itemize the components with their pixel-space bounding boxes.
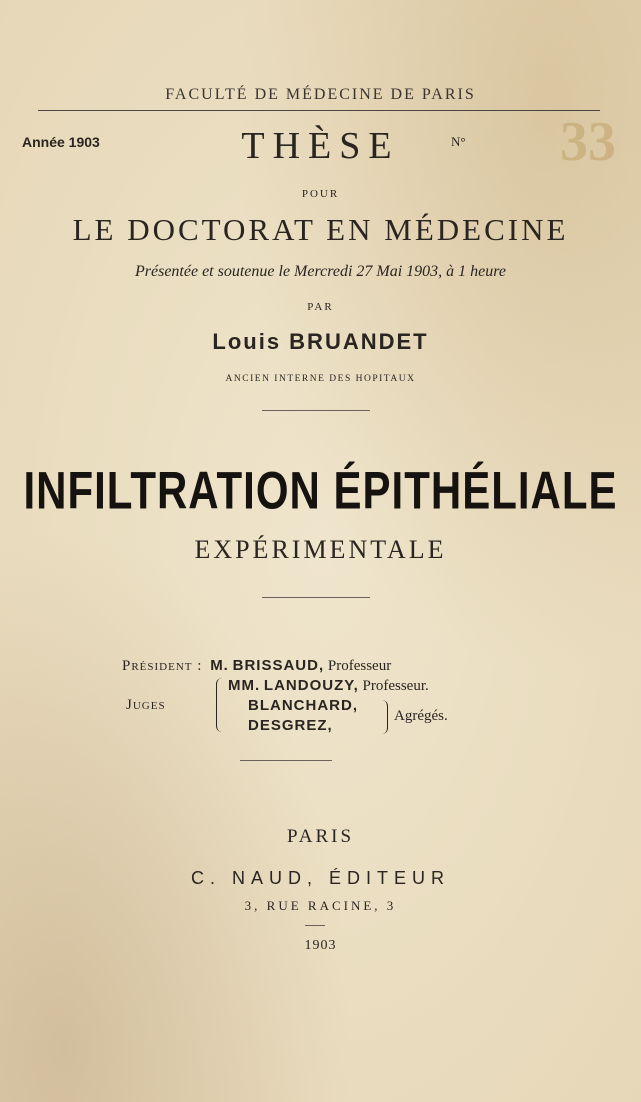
author-name: Louis BRUANDET — [212, 329, 429, 354]
jury-president-row — [122, 657, 391, 675]
par-label: PAR — [307, 301, 334, 313]
year-label: Année 1903 — [22, 134, 100, 150]
doctorat-heading: LE DOCTORAT EN MÉDECINE — [72, 212, 569, 247]
member-name: LANDOUZY, — [263, 677, 359, 694]
publisher-name: C. NAUD, ÉDITEUR — [190, 868, 450, 888]
defense-date: Présentée et soutenue le Mercredi 27 Mai 1903, à 1 heure — [135, 263, 506, 280]
jury-member-row — [228, 677, 429, 695]
members-prefix: MM. — [228, 677, 261, 694]
number-label: N° — [451, 134, 466, 149]
divider-ornament — [240, 760, 332, 761]
header-rule — [38, 110, 600, 111]
these-heading: THÈSE — [241, 125, 400, 167]
thesis-title: INFILTRATION ÉPITHÉLIALE — [23, 461, 618, 520]
member-role: Professeur. — [362, 678, 429, 694]
president-label: Président : — [122, 658, 203, 674]
imprint-year: 1903 — [304, 938, 337, 953]
faculty-heading: FACULTÉ DE MÉDECINE DE PARIS — [165, 86, 476, 103]
member-name: BLANCHARD, — [248, 697, 358, 714]
thesis-subtitle: EXPÉRIMENTALE — [194, 535, 447, 564]
president-prefix: M. — [210, 657, 229, 674]
member-name: DESGREZ, — [248, 717, 333, 734]
juges-label: Juges — [126, 697, 166, 713]
publisher-address: 3, RUE RACINE, 3 — [244, 898, 397, 913]
divider-ornament — [305, 925, 325, 926]
president-name: BRISSAUD, — [232, 657, 325, 674]
pour-label: POUR — [301, 188, 340, 200]
stamp-number: 33 — [560, 111, 616, 173]
agreges-label: Agrégés. — [394, 708, 448, 724]
juges-brace — [216, 678, 223, 732]
imprint-city: PARIS — [286, 826, 355, 847]
agreges-brace — [382, 700, 388, 734]
divider-ornament — [262, 410, 370, 411]
divider-ornament — [262, 597, 370, 598]
president-role: Professeur — [327, 658, 392, 674]
author-title: ANCIEN INTERNE DES HOPITAUX — [225, 374, 416, 384]
